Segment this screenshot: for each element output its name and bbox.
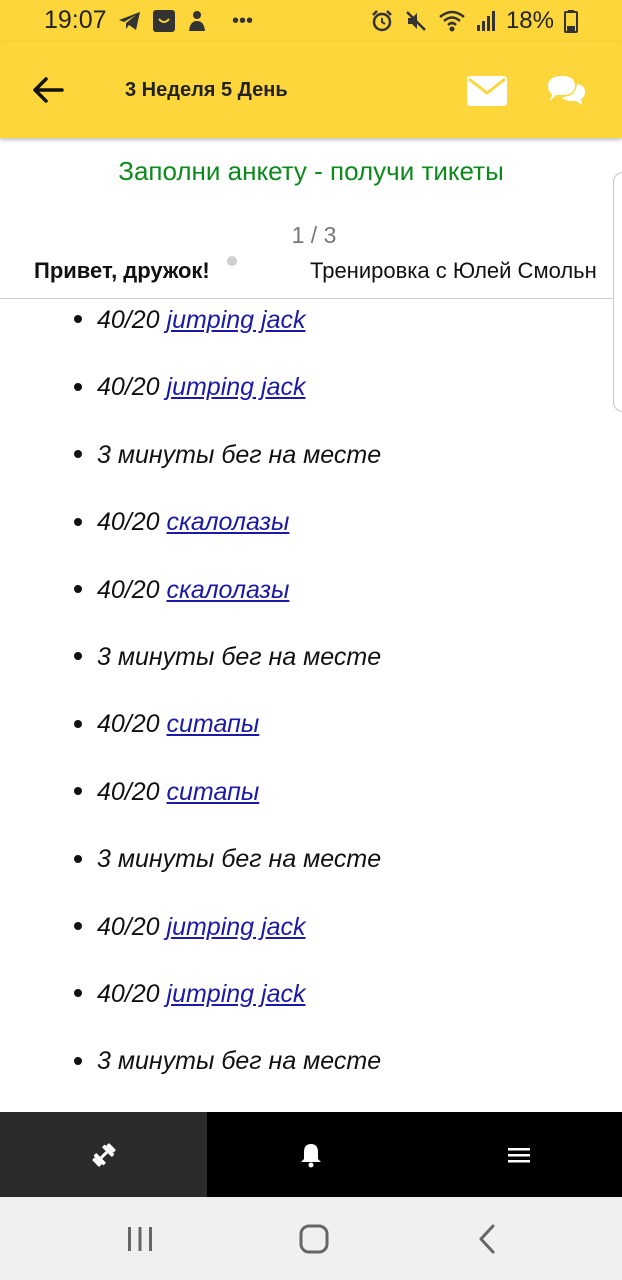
nav-menu[interactable] [415, 1112, 622, 1197]
bullet-icon [74, 855, 82, 863]
item-text: 3 минуты бег на месте [97, 1047, 382, 1076]
item-text: 3 минуты бег на месте [97, 440, 382, 469]
item-prefix: 40/20 [97, 912, 167, 941]
status-bar [0, 0, 622, 42]
home-icon[interactable] [294, 1219, 334, 1259]
exercise-link[interactable]: jumping jack [166, 912, 306, 941]
status-system-icons [370, 6, 578, 36]
bullet-icon [74, 585, 82, 593]
status-notification-icons [118, 8, 253, 34]
menu-icon [507, 1146, 531, 1164]
list-item [74, 373, 305, 413]
tab-training[interactable]: Тренировка с Юлей Смольн [310, 258, 597, 283]
exercise-link[interactable]: jumping jack [166, 373, 306, 402]
list-item [74, 508, 289, 548]
unread-dot [227, 256, 237, 266]
battery-icon [564, 9, 578, 33]
wifi-icon [438, 9, 466, 33]
list-item [74, 576, 289, 616]
bullet-icon [74, 787, 82, 795]
chat-icon[interactable] [544, 72, 588, 110]
list-item [74, 1047, 381, 1087]
workout-list [0, 298, 622, 1112]
list-item [74, 441, 381, 481]
nav-notifications[interactable] [207, 1112, 415, 1197]
bullet-icon [74, 652, 82, 660]
bullet-icon [74, 922, 82, 930]
item-prefix: 40/20 [97, 306, 167, 334]
bullet-icon [74, 315, 82, 323]
survey-promo-link[interactable]: Заполни анкету - получи тикеты [118, 156, 504, 186]
exercise-link[interactable]: jumping jack [166, 306, 306, 334]
bottom-nav [0, 1112, 622, 1197]
exercise-link[interactable]: jumping jack [166, 980, 306, 1008]
list-item [74, 643, 381, 683]
alarm-icon [370, 9, 394, 33]
bullet-icon [74, 989, 82, 997]
list-item [74, 913, 305, 953]
item-prefix: 40/20 [97, 777, 167, 806]
signal-icon [476, 9, 496, 33]
arrow-left-icon[interactable] [28, 70, 68, 110]
list-item [74, 980, 305, 1020]
bullet-icon [74, 518, 82, 526]
app-icon-2 [186, 9, 208, 33]
back-icon[interactable] [468, 1219, 508, 1259]
telegram-icon [118, 10, 142, 32]
list-item [74, 845, 381, 885]
item-prefix: 40/20 [97, 980, 167, 1008]
mail-icon[interactable] [466, 74, 508, 108]
page-title: 3 Неделя 5 День [125, 79, 288, 101]
bullet-icon [74, 720, 82, 728]
status-time: 19:07 [44, 6, 107, 34]
system-nav-bar [0, 1197, 622, 1280]
page-indicator: 1 / 3 [291, 222, 337, 248]
exercise-link[interactable]: скалолазы [166, 575, 290, 604]
list-item [74, 306, 305, 346]
list-item [74, 778, 259, 818]
app-icon [152, 9, 176, 33]
nav-workouts[interactable] [0, 1112, 207, 1197]
item-prefix: 40/20 [97, 373, 167, 402]
exercise-link[interactable]: ситапы [166, 777, 260, 806]
mute-icon [404, 9, 428, 33]
tab-greeting[interactable]: Привет, дружок! [34, 258, 210, 283]
item-prefix: 40/20 [97, 710, 167, 739]
item-prefix: 40/20 [97, 508, 167, 537]
recent-apps-icon[interactable] [120, 1219, 160, 1259]
item-text: 3 минуты бег на месте [97, 643, 382, 671]
app-bar [0, 42, 622, 138]
more-icon: ••• [232, 9, 254, 32]
item-prefix: 40/20 [97, 575, 167, 604]
bullet-icon [74, 450, 82, 458]
item-text: 3 минуты бег на месте [97, 845, 382, 874]
list-item [74, 710, 259, 750]
dumbbell-icon [91, 1142, 117, 1168]
tab-bar [0, 250, 622, 299]
exercise-link[interactable]: ситапы [166, 710, 260, 739]
bullet-icon [74, 383, 82, 391]
bullet-icon [74, 1057, 82, 1065]
bell-icon [299, 1142, 323, 1168]
battery-percent: 18% [505, 7, 554, 34]
exercise-link[interactable]: скалолазы [166, 508, 290, 537]
